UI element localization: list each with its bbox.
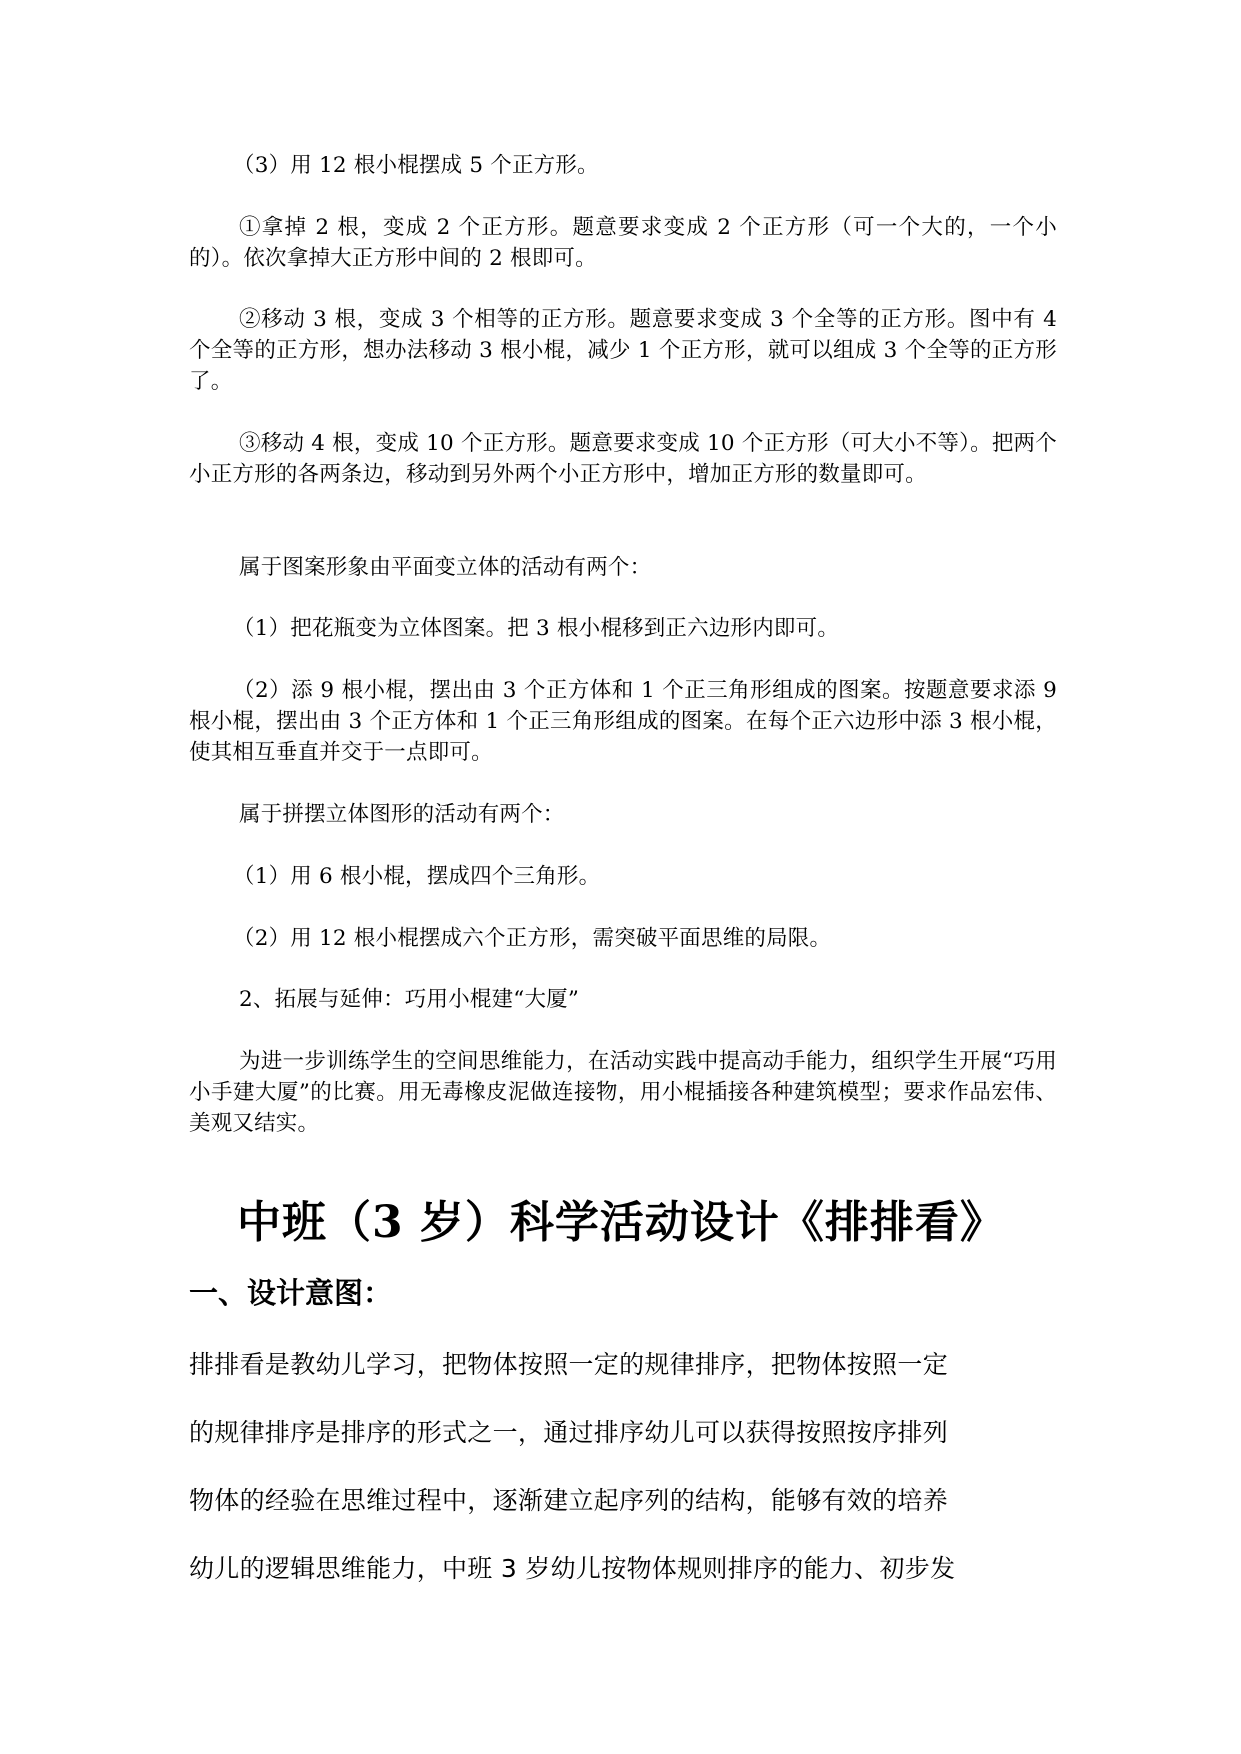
section-heading: 一、设计意图：	[189, 1276, 393, 1310]
paragraph-6-sticks: （1）用 6 根小棍，摆成四个三角形。	[233, 864, 601, 889]
paragraph-add-9: （2）添 9 根小棍，摆出由 3 个正方体和 1 个正三角形组成的图案。按题意要求添 9 根小棍，摆出由 3 个正方体和 1 个正三角形组成的图案。在每个正六边形中添 3 根小棍，使其相互垂直并交于一点即可。	[189, 678, 1057, 765]
body-line: 物体的经验在思维过程中，逐渐建立起序列的结构，能够有效的培养	[189, 1486, 949, 1515]
paragraph-solid-figures-intro: 属于拼摆立体图形的活动有两个：	[239, 802, 565, 827]
page-title: 中班（3 岁）科学活动设计《排排看》	[237, 1197, 1005, 1248]
paragraph-plane-to-solid-intro: 属于图案形象由平面变立体的活动有两个：	[239, 555, 652, 580]
paragraph-move-3: ②移动 3 根，变成 3 个相等的正方形。题意要求变成 3 个全等的正方形。图中有 4 个全等的正方形，想办法移动 3 根小棍，减少 1 个正方形，就可以组成 3 个全等的正方形了。	[189, 307, 1057, 394]
paragraph-extension-body: 为进一步训练学生的空间思维能力，在活动实践中提高动手能力，组织学生开展“巧用小手建大厦”的比赛。用无毒橡皮泥做连接物，用小棍插接各种建筑模型；要求作品宏伟、美观又结实。	[189, 1049, 1057, 1136]
paragraph-move-4: ③移动 4 根，变成 10 个正方形。题意要求变成 10 个正方形（可大小不等）。把两个小正方形的各两条边，移动到另外两个小正方形中，增加正方形的数量即可。	[189, 431, 1057, 487]
paragraph-12-sticks: （2）用 12 根小棍摆成六个正方形，需突破平面思维的局限。	[233, 926, 832, 951]
paragraph-vase: （1）把花瓶变为立体图案。把 3 根小棍移到正六边形内即可。	[233, 616, 840, 641]
body-line: 幼儿的逻辑思维能力，中班 3 岁幼儿按物体规则排序的能力、初步发	[189, 1554, 956, 1583]
body-line: 的规律排序是排序的形式之一，通过排序幼儿可以获得按照按序排列	[189, 1418, 949, 1447]
paragraph-extension-heading: 2、拓展与延伸：巧用小棍建“大厦”	[239, 987, 580, 1012]
paragraph-sticks-5-squares: （3）用 12 根小棍摆成 5 个正方形。	[233, 153, 599, 178]
body-line: 排排看是教幼儿学习，把物体按照一定的规律排序，把物体按照一定	[189, 1350, 949, 1379]
paragraph-remove-2: ①拿掉 2 根，变成 2 个正方形。题意要求变成 2 个正方形（可一个大的，一个小的）。依次拿掉大正方形中间的 2 根即可。	[189, 215, 1057, 271]
